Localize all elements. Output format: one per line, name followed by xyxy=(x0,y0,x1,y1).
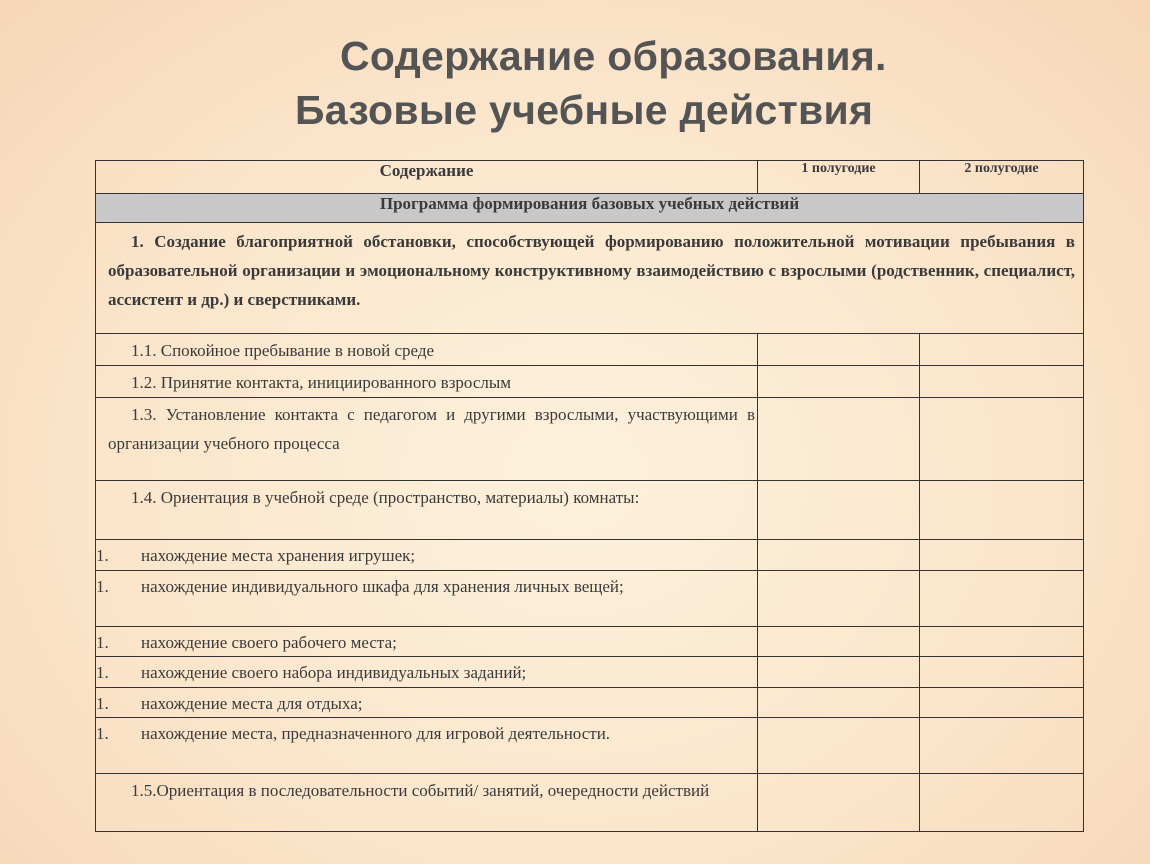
table-row xyxy=(96,571,1084,627)
sub-number: 1. xyxy=(96,546,109,565)
sub-number: 1. xyxy=(96,663,109,682)
item-1-1: 1.1. Спокойное пребывание в новой среде xyxy=(131,341,435,360)
subitem-text: нахождение места, предназначенного для игровой деятельности. xyxy=(141,724,611,743)
cell-half-2[interactable] xyxy=(920,774,1084,832)
subitem-text: нахождение места для отдыха; xyxy=(141,694,363,713)
subitem-text: нахождение своего рабочего места; xyxy=(141,633,397,652)
section-row xyxy=(96,223,1084,334)
table-header-row xyxy=(96,161,1084,194)
sub-number: 1. xyxy=(96,633,109,652)
cell-half-1[interactable] xyxy=(758,366,920,398)
header-half-1: 1 полугодие xyxy=(758,161,920,194)
title-line-1: Содержание образования. xyxy=(340,33,887,79)
cell-half-2[interactable] xyxy=(920,540,1084,571)
table-row xyxy=(96,481,1084,540)
curriculum-table xyxy=(95,160,1084,832)
item-1-2: 1.2. Принятие контакта, инициированного взрослым xyxy=(131,373,512,392)
program-title: Программа формирования базовых учебных действий xyxy=(96,194,1084,223)
subitem-text: нахождение своего набора индивидуальных заданий; xyxy=(141,663,527,682)
cell-half-2[interactable] xyxy=(920,571,1084,627)
cell-half-1[interactable] xyxy=(758,398,920,481)
item-1-4: 1.4. Ориентация в учебной среде (пространство, материалы) комнаты: xyxy=(131,488,640,507)
cell-half-1[interactable] xyxy=(758,481,920,540)
cell-half-1[interactable] xyxy=(758,627,920,657)
cell-half-1[interactable] xyxy=(758,657,920,688)
table-row xyxy=(96,774,1084,832)
cell-half-2[interactable] xyxy=(920,718,1084,774)
title-line-2: Базовые учебные действия xyxy=(295,87,874,133)
cell-half-1[interactable] xyxy=(758,718,920,774)
program-row xyxy=(96,194,1084,223)
cell-half-2[interactable] xyxy=(920,398,1084,481)
cell-half-2[interactable] xyxy=(920,334,1084,366)
cell-half-1[interactable] xyxy=(758,688,920,718)
subitem-text: нахождение индивидуального шкафа для хранения личных вещей; xyxy=(141,577,624,596)
cell-half-2[interactable] xyxy=(920,481,1084,540)
cell-half-2[interactable] xyxy=(920,657,1084,688)
sub-number: 1. xyxy=(96,724,109,743)
section-1-text: 1. Создание благоприятной обстановки, способствующей формированию положительной мотивации пребывания в образовательной организации и эмоциональному конструктивному взаимодействию с взрослыми (родственник, специалист, ассистент и др.) и сверстниками. xyxy=(108,232,1075,309)
table-row xyxy=(96,366,1084,398)
sub-number: 1. xyxy=(96,577,109,596)
cell-half-1[interactable] xyxy=(758,540,920,571)
table-row xyxy=(96,718,1084,774)
sub-number: 1. xyxy=(96,694,109,713)
item-1-5: 1.5.Ориентация в последовательности событий/ занятий, очередности действий xyxy=(131,781,710,800)
table-row xyxy=(96,334,1084,366)
cell-half-2[interactable] xyxy=(920,627,1084,657)
cell-half-1[interactable] xyxy=(758,571,920,627)
header-content: Содержание xyxy=(96,161,758,194)
header-half-2: 2 полугодие xyxy=(920,161,1084,194)
table-row xyxy=(96,398,1084,481)
table-row xyxy=(96,688,1084,718)
cell-half-2[interactable] xyxy=(920,688,1084,718)
cell-half-1[interactable] xyxy=(758,334,920,366)
cell-half-1[interactable] xyxy=(758,774,920,832)
subitem-text: нахождение места хранения игрушек; xyxy=(141,546,416,565)
table-row xyxy=(96,540,1084,571)
cell-half-2[interactable] xyxy=(920,366,1084,398)
table-row xyxy=(96,627,1084,657)
table-row xyxy=(96,657,1084,688)
item-1-3: 1.3. Установление контакта с педагогом и другими взрослыми, участвующими в организации учебного процесса xyxy=(108,405,755,453)
slide-title xyxy=(0,0,1150,150)
